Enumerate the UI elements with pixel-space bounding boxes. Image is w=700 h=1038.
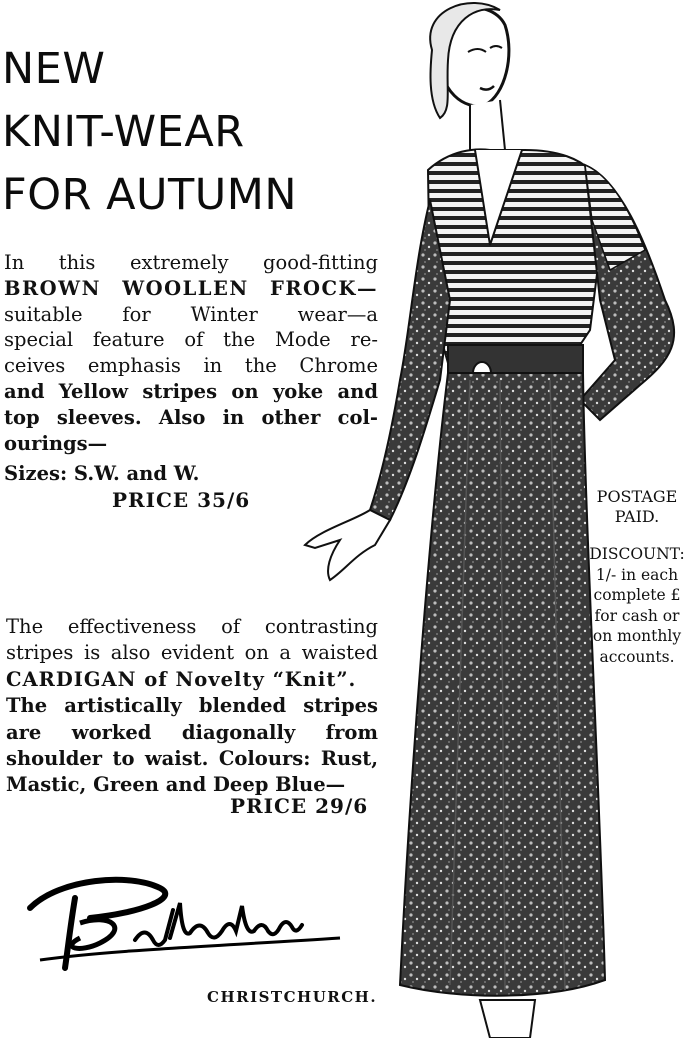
cardigan-line: The artistically blended stripes — [6, 694, 378, 718]
headline-line: KNIT-WEAR — [2, 107, 245, 157]
discount-note — [576, 544, 698, 667]
frock-line: suitable for Winter wear—a — [4, 302, 378, 326]
cardigan-line: CARDIGAN of Novelty “Knit”. — [6, 667, 357, 691]
frock-line: BROWN WOOLLEN FROCK— — [4, 276, 378, 300]
discount-line: DISCOUNT: — [589, 545, 685, 563]
discount-line: for cash or — [594, 606, 680, 625]
cardigan-line: are worked diagonally from — [6, 720, 378, 744]
discount-line: on monthly — [592, 627, 682, 645]
postage-line: PAID. — [614, 507, 660, 526]
frock-line: In this extremely good-fitting — [4, 251, 378, 274]
frock-line: and Yellow stripes on yoke and — [4, 379, 378, 403]
frock-line: special feature of the Mode re- — [4, 328, 378, 352]
headline-line: FOR AUTUMN — [2, 170, 298, 220]
frock-price: PRICE 35/6 — [112, 488, 251, 512]
cardigan-line: Mastic, Green and Deep Blue— — [6, 773, 346, 797]
store-city: CHRISTCHURCH. — [207, 988, 378, 1006]
postage-note — [582, 487, 692, 527]
cardigan-line: The effectiveness of contrasting — [6, 615, 378, 638]
frock-line: ceives emphasis in the Chrome — [4, 354, 378, 378]
frock-sizes: Sizes: S.W. and W. — [4, 462, 200, 485]
cardigan-line: stripes is also evident on a waisted — [6, 641, 378, 665]
cardigan-line: shoulder to waist. Colours: Rust, — [6, 747, 378, 771]
discount-line: complete £ — [593, 586, 681, 604]
postage-line: POSTAGE — [596, 487, 678, 506]
frock-line: ourings— — [4, 431, 108, 455]
discount-line: 1/- in each — [595, 565, 679, 584]
headline-line: NEW — [2, 44, 106, 94]
discount-line: accounts. — [599, 647, 675, 666]
store-logo — [20, 868, 360, 978]
cardigan-price: PRICE 29/6 — [230, 794, 369, 818]
frock-line: top sleeves. Also in other col- — [4, 405, 378, 429]
